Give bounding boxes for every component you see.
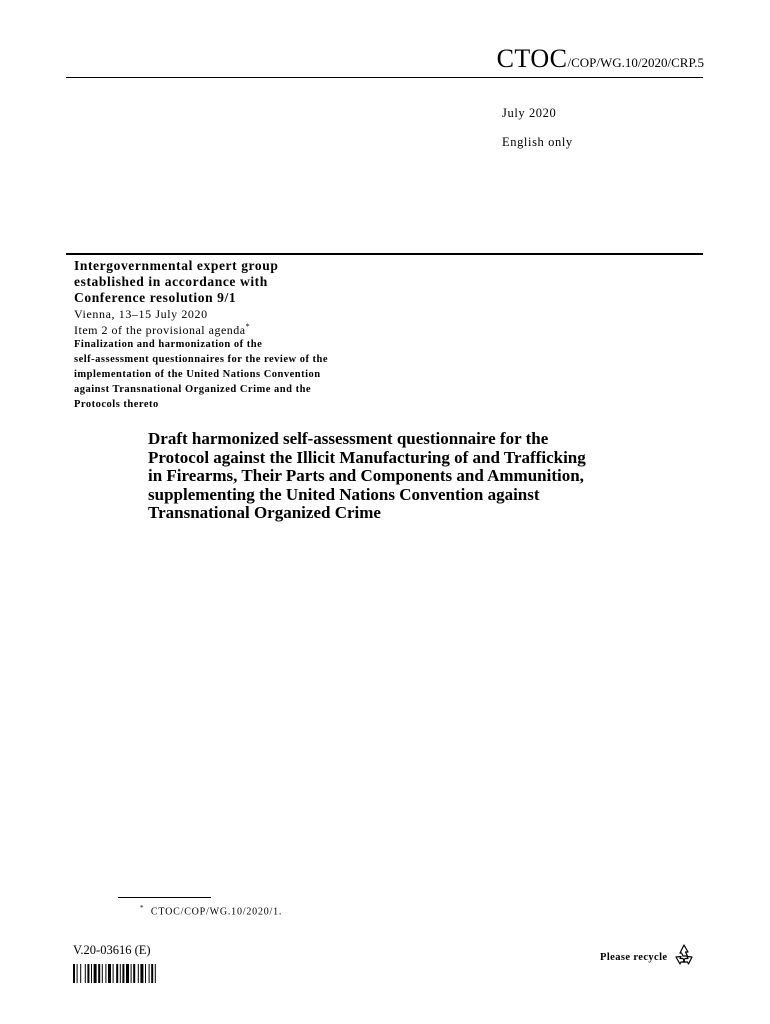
agenda-item-title — [74, 337, 328, 412]
recycle-icon — [672, 943, 696, 967]
barcode-icon — [73, 964, 205, 983]
symbol-prefix: CTOC — [496, 44, 568, 73]
footnote — [140, 904, 282, 917]
agenda-title-line: implementation of the United Nations Convention — [74, 369, 321, 380]
meeting-venue: Vienna, 13–15 July 2020 — [74, 307, 208, 321]
agenda-item-text: Item 2 of the provisional agenda — [74, 323, 246, 337]
document-symbol — [497, 44, 704, 74]
symbol-suffix: /COP/WG.10/2020/CRP.5 — [567, 55, 704, 70]
title-line: Protocol against the Illicit Manufacturing of and Trafficking — [148, 447, 586, 467]
expert-group-name — [74, 258, 278, 306]
footnote-rule — [118, 897, 211, 898]
group-name-line: Conference resolution 9/1 — [74, 290, 237, 305]
title-line: Draft harmonized self-assessment questionnaire for the — [148, 429, 549, 448]
agenda-item — [74, 322, 250, 338]
document-title — [148, 430, 586, 523]
agenda-title-line: self-assessment questionnaires for the review of the — [74, 354, 329, 365]
agenda-title-line: against Transnational Organized Crime and the — [74, 384, 312, 395]
footnote-marker: * — [140, 904, 145, 912]
title-line: Transnational Organized Crime — [148, 503, 381, 522]
recycle-label: Please recycle — [600, 952, 668, 963]
title-line: in Firearms, Their Parts and Components and Ammunition, — [148, 466, 584, 485]
group-name-line: Intergovernmental expert group — [74, 258, 279, 273]
agenda-title-line: Protocols thereto — [74, 399, 159, 410]
document-language: English only — [502, 135, 573, 149]
group-name-line: established in accordance with — [74, 274, 268, 289]
header-rule — [66, 77, 703, 78]
footnote-text: CTOC/COP/WG.10/2020/1. — [150, 906, 283, 918]
document-date: July 2020 — [502, 106, 557, 120]
footnote-marker: * — [245, 322, 251, 331]
title-line: supplementing the United Nations Convention against — [148, 484, 540, 504]
agenda-title-line: Finalization and harmonization of the — [74, 339, 263, 350]
section-rule — [66, 253, 703, 255]
job-number: V.20-03616 (E) — [73, 943, 151, 957]
